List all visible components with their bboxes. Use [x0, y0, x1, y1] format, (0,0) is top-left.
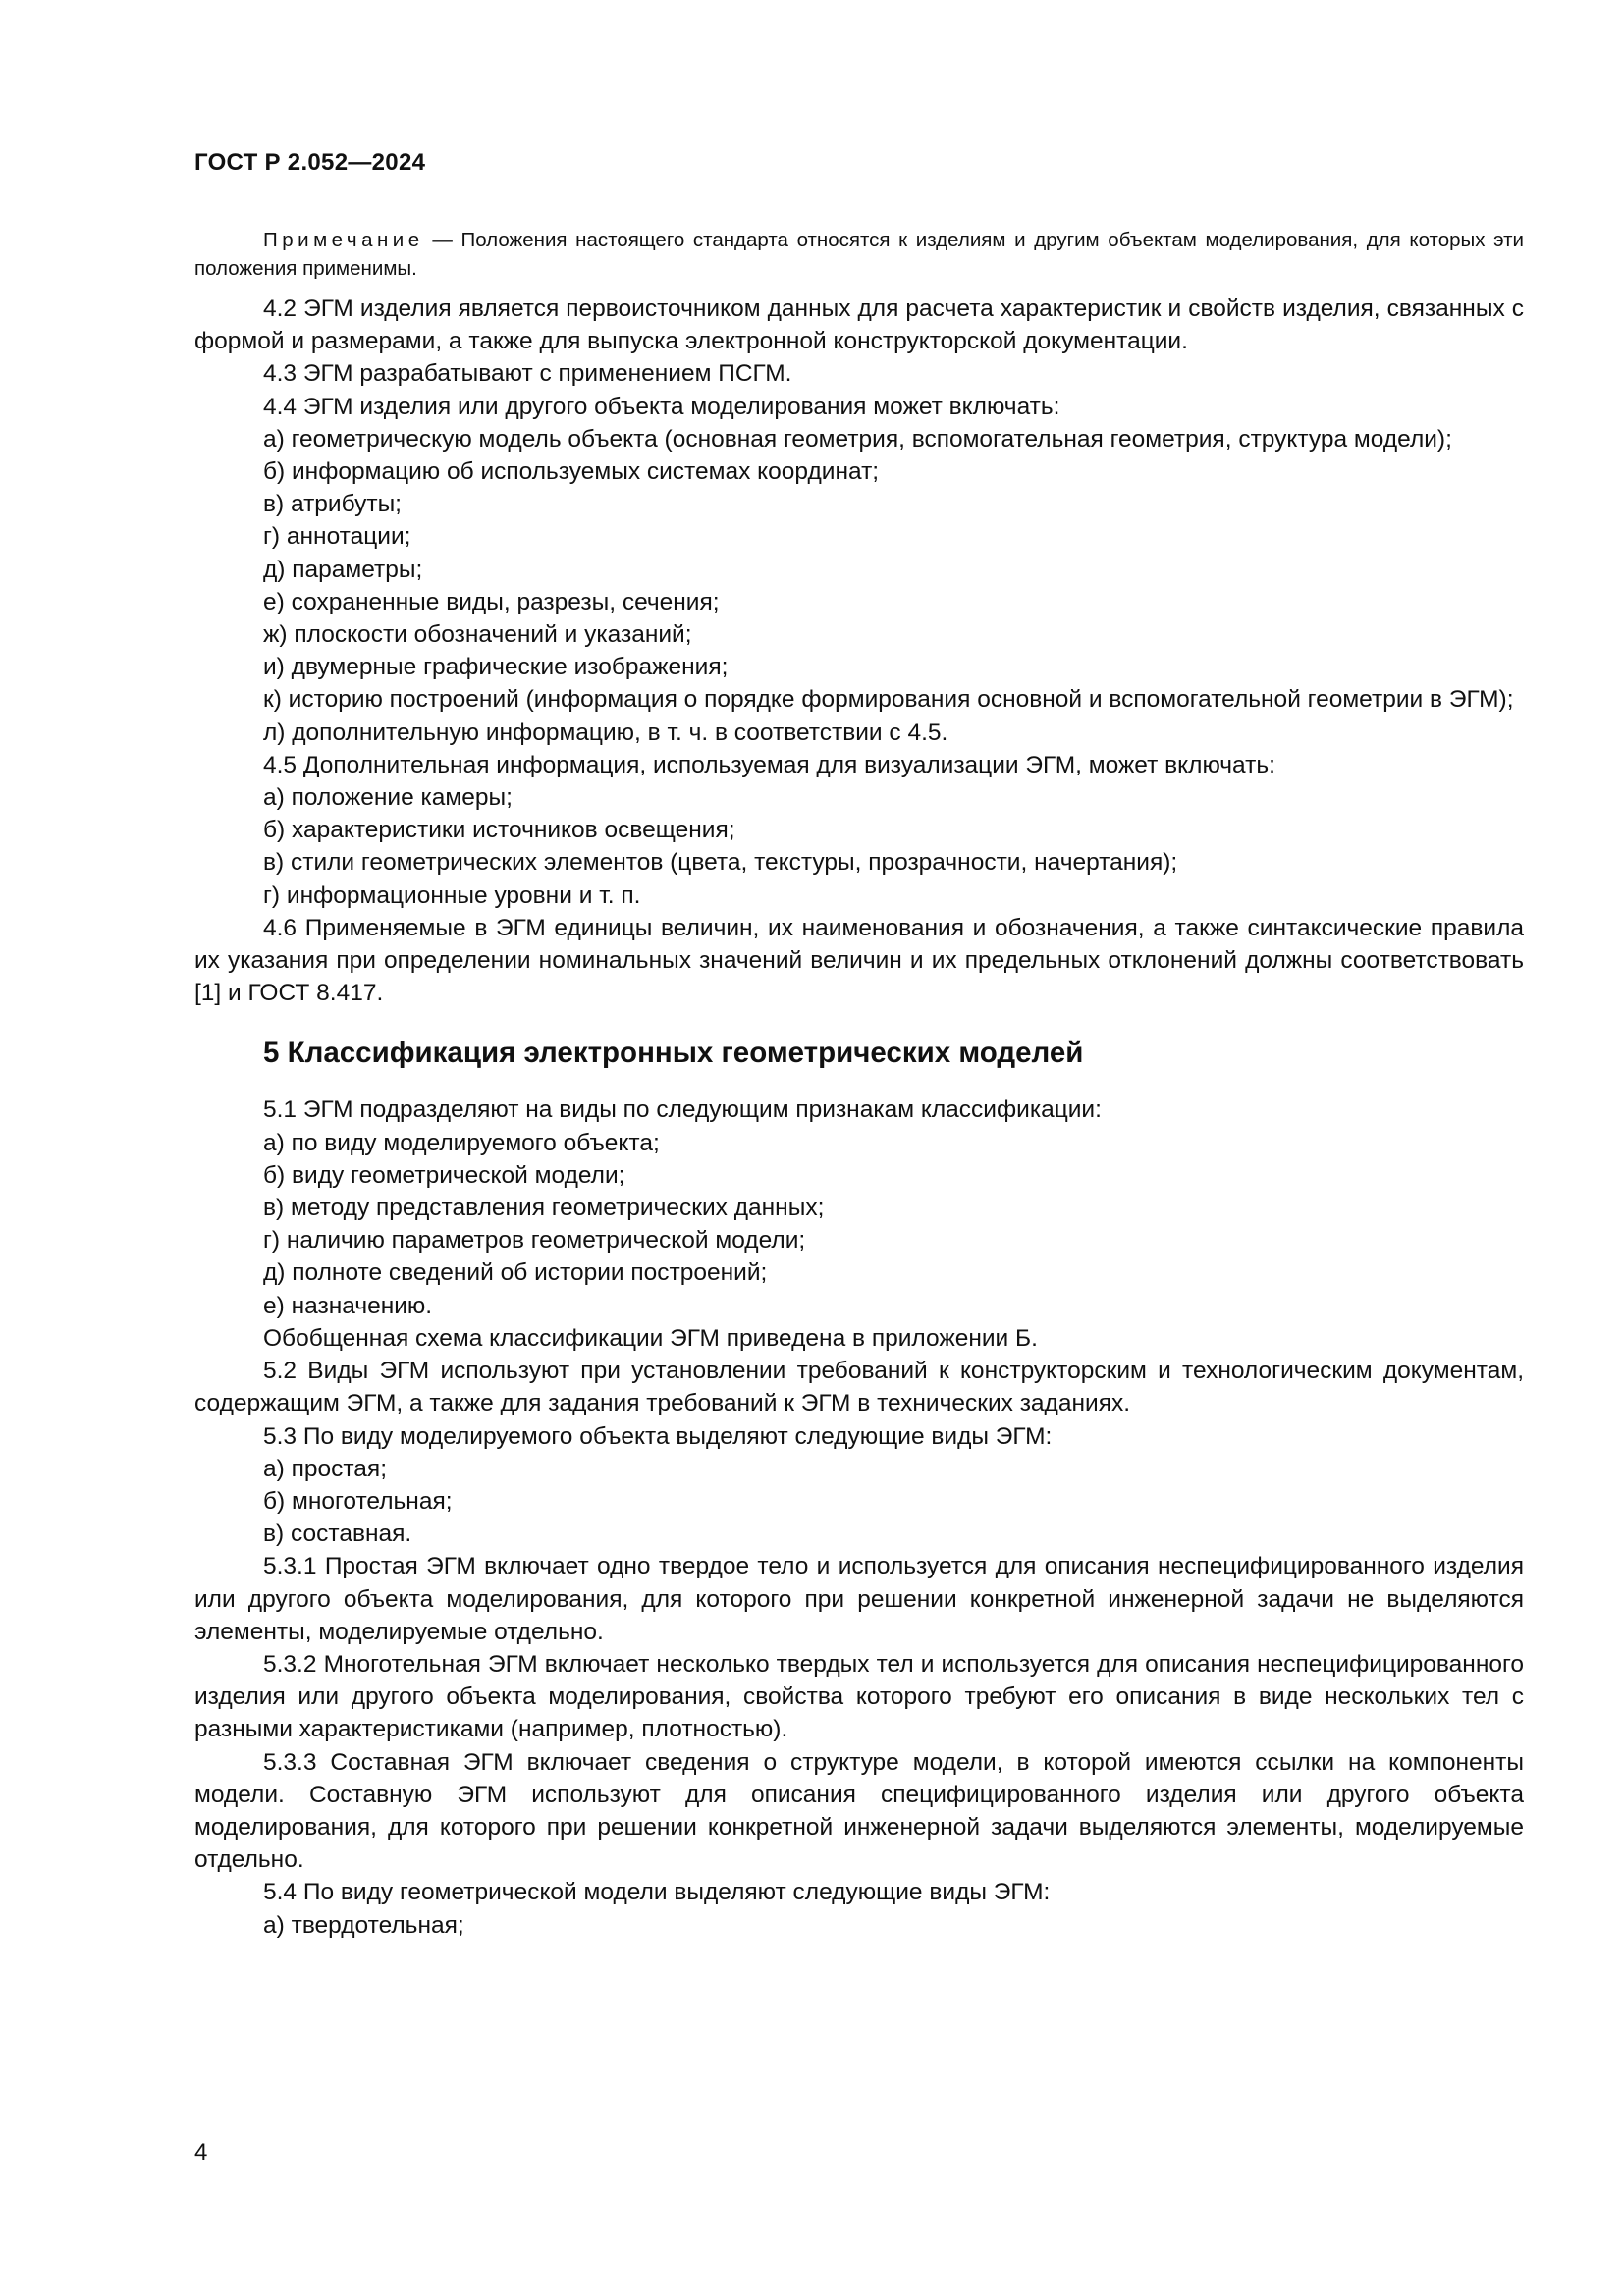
note-label: Примечание — [263, 229, 424, 251]
list-item-5-3-v: в) составная. — [263, 1521, 412, 1548]
note-text: — Положения настоящего стандарта относятся к изделиям и другим объектам моделирования, для которых эти положения применимы. — [194, 229, 1524, 280]
document-number-header: ГОСТ Р 2.052—2024 — [194, 149, 426, 176]
list-item-5-3-b: б) многотельная; — [263, 1487, 453, 1515]
paragraph-5-3: 5.3 По виду моделируемого объекта выделяют следующие виды ЭГМ: — [263, 1422, 1053, 1450]
note-paragraph — [194, 226, 1524, 283]
list-item-4-5-v: в) стили геометрических элементов (цвета, текстуры, прозрачности, начертания); — [263, 849, 1178, 877]
list-item-4-4-zh: ж) плоскости обозначений и указаний; — [263, 621, 692, 649]
document-body — [194, 226, 1524, 1942]
paragraph-5-2: 5.2 Виды ЭГМ используют при установлении требований к конструкторским и технологическим документам, содержащим ЭГМ, а также для задания требований к ЭГМ в технических заданиях. — [194, 1358, 1524, 1417]
paragraph-4-5: 4.5 Дополнительная информация, используемая для визуализации ЭГМ, может включать: — [263, 751, 1275, 778]
list-item-4-5-a: а) положение камеры; — [263, 784, 513, 812]
paragraph-5-3-1: 5.3.1 Простая ЭГМ включает одно твердое тело и используется для описания неспецифицированного изделия или другого объекта моделирования, для которого при решении конкретной инженерной задачи не выделяются элементы, моделируемые отдельно. — [194, 1553, 1524, 1645]
list-item-5-1-d: д) полноте сведений об истории построений; — [263, 1259, 768, 1287]
paragraph-4-6: 4.6 Применяемые в ЭГМ единицы величин, их наименования и обозначения, а также синтаксические правила их указания при определении номинальных значений величин и их предельных отклонений должны соответствовать [1] и ГОСТ 8.417. — [194, 914, 1524, 1007]
list-item-4-5-b: б) характеристики источников освещения; — [263, 817, 735, 844]
paragraph-5-4: 5.4 По виду геометрической модели выделяют следующие виды ЭГМ: — [263, 1879, 1051, 1906]
spacer — [194, 283, 1524, 293]
list-item-4-4-i: и) двумерные графические изображения; — [263, 654, 729, 681]
paragraph-4-3: 4.3 ЭГМ разрабатывают с применением ПСГМ. — [263, 360, 792, 388]
list-item-5-1-e: е) назначению. — [263, 1292, 433, 1319]
list-item-4-4-e: е) сохраненные виды, разрезы, сечения; — [263, 588, 720, 615]
list-item-5-1-a: а) по виду моделируемого объекта; — [263, 1129, 660, 1156]
list-item-4-5-g: г) информационные уровни и т. п. — [263, 881, 641, 909]
paragraph-5-3-3: 5.3.3 Составная ЭГМ включает сведения о структуре модели, в которой имеются ссылки на компоненты модели. Составную ЭГМ используют для описания специфицированного изделия или другого объекта моделирования, для которого при решении конкретной инженерной задачи выделяются элементы, моделируемые отдельно. — [194, 1748, 1524, 1874]
list-item-5-3-a: а) простая; — [263, 1455, 388, 1482]
list-item-5-1-v: в) методу представления геометрических данных; — [263, 1195, 825, 1222]
list-item-4-4-l: л) дополнительную информацию, в т. ч. в соответствии с 4.5. — [263, 719, 948, 746]
list-item-5-4-a: а) твердотельная; — [263, 1911, 464, 1939]
paragraph-4-4: 4.4 ЭГМ изделия или другого объекта моделирования может включать: — [263, 393, 1060, 420]
paragraph-4-2: 4.2 ЭГМ изделия является первоисточником данных для расчета характеристик и свойств изделия, связанных с формой и размерами, а также для выпуска электронной конструкторской документации. — [194, 295, 1524, 355]
section-5-heading: 5 Классификация электронных геометрических моделей — [263, 1037, 1084, 1070]
list-item-4-4-b: б) информацию об используемых системах координат; — [263, 458, 880, 486]
list-item-4-4-k: к) историю построений (информация о порядке формирования основной и вспомогательной геометрии в ЭГМ); — [263, 686, 1514, 714]
list-item-4-4-g: г) аннотации; — [263, 523, 411, 551]
page-number: 4 — [194, 2139, 208, 2165]
paragraph-5-1: 5.1 ЭГМ подразделяют на виды по следующим признакам классификации: — [263, 1096, 1102, 1124]
list-item-4-4-d: д) параметры; — [263, 556, 423, 583]
paragraph-5-1-scheme: Обобщенная схема классификации ЭГМ приведена в приложении Б. — [263, 1324, 1038, 1352]
paragraph-5-3-2: 5.3.2 Многотельная ЭГМ включает несколько твердых тел и используется для описания неспецифицированного изделия или другого объекта моделирования, свойства которого требуют его описания в виде нескольких тел с разными характеристиками (например, плотностью). — [194, 1650, 1524, 1743]
list-item-4-4-a: а) геометрическую модель объекта (основная геометрия, вспомогательная геометрия, структура модели); — [263, 425, 1452, 453]
list-item-5-1-g: г) наличию параметров геометрической модели; — [263, 1227, 806, 1255]
list-item-4-4-v: в) атрибуты; — [263, 491, 402, 518]
list-item-5-1-b: б) виду геометрической модели; — [263, 1161, 625, 1189]
